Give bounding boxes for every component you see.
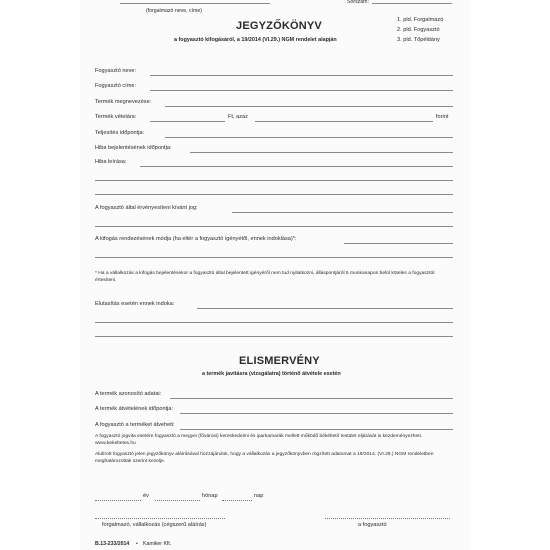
seller-label: (forgalmazó neve, címe) <box>146 8 202 14</box>
serial-line <box>372 3 452 4</box>
defect-description-field-line[interactable] <box>95 194 453 195</box>
rejection-reason-field-line[interactable] <box>95 322 453 323</box>
rejection-reason-field[interactable] <box>197 308 453 309</box>
day-label: nap <box>254 493 264 499</box>
product-id-label: A termék azonosító adatai: <box>95 391 162 397</box>
rejection-reason-label: Elutasítás esetén ennek indoka: <box>95 301 175 307</box>
defect-description-field[interactable] <box>140 166 453 167</box>
date-place-field[interactable] <box>95 500 141 501</box>
consumer-address-field[interactable] <box>150 90 453 91</box>
page-title: JEGYZŐKÖNYV <box>236 20 322 32</box>
seller-signature-label: forgalmazó, vállalkozás (cégszerű aláírás) <box>102 522 207 528</box>
fulfillment-date-label: Teljesítés időpontja: <box>95 130 145 136</box>
acknowledgement-subtitle: a termék javításra (vizsgálatra) történő átvétele esetén <box>202 371 341 377</box>
footer-separator: • <box>136 541 138 547</box>
defect-report-date-field[interactable] <box>190 152 453 153</box>
rejection-reason-field-line[interactable] <box>95 336 453 337</box>
publisher: Kamiker Kft. <box>143 541 172 547</box>
defect-description-label: Hiba leírása: <box>95 159 127 165</box>
day-field[interactable] <box>222 500 252 501</box>
consumer-signature-line[interactable] <box>325 518 450 519</box>
footnote: * Ha a vállalkozás a kifogás bejelentésekor a fogyasztó által bejelentett igényéről nem tud nyilatkozni, álláspontjáról 5 munkanapon belül köteles a fogyasztót értesíteni. <box>95 271 435 283</box>
settlement-method-label: A kifogás rendezésének módja (ha eltér a fogyasztó igényétől, ennek indoklása)*: <box>95 236 297 242</box>
price-words-field[interactable] <box>255 121 433 122</box>
page-subtitle: a fogyasztó kifogásáról, a 19/2014 (VI.29.) NGM rendelet alapján <box>174 37 337 43</box>
copy-item: 1. pld. Forgalmazó <box>397 17 444 23</box>
handover-date-label: A termék átvételének időpontja: <box>95 406 174 412</box>
claimed-right-label: A fogyasztó által érvényesíteni kívánt jog: <box>95 205 198 211</box>
seller-line <box>120 3 270 4</box>
settlement-method-field[interactable] <box>344 243 453 244</box>
price-forint-label: forint <box>436 114 449 120</box>
claimed-right-field-line[interactable] <box>95 226 453 227</box>
consent-paragraph: Alulírott fogyasztó jelen jegyzőkönyv aláírásával hozzájárulok, hogy a vállalkozás a jegyzőkönyvben rögzített adatomat a 19/2014. (VI.29.) NGM rendeletben meghatározottak szerint kezelje. <box>95 452 434 464</box>
defect-description-field-line[interactable] <box>95 180 453 181</box>
product-name-field[interactable] <box>165 106 453 107</box>
return-date-field[interactable] <box>180 429 453 430</box>
month-label: hónap <box>202 493 218 499</box>
seller-signature-line[interactable] <box>95 518 225 519</box>
copy-item: 3. pld. Tőpéldány <box>397 37 440 43</box>
fulfillment-date-field[interactable] <box>165 137 453 138</box>
month-field[interactable] <box>155 500 200 501</box>
defect-report-date-label: Hiba bejelentésének időpontja: <box>95 145 172 151</box>
product-id-field[interactable] <box>170 398 453 399</box>
form-code: B.13-233/2014 <box>95 541 130 547</box>
consumer-signature-label: a fogyasztó <box>358 522 387 528</box>
dispute-paragraph: A fogyasztó jogvita esetére fogyasztó a megyei (fővárosi) kereskedelmi és iparkamarák mellett működő békéltető testület eljárását is kezdeményezheti. www.bekeltetes.hu <box>95 434 423 446</box>
year-label: év <box>143 493 149 499</box>
product-name-label: Termék megnevezése: <box>95 99 152 105</box>
claimed-right-field[interactable] <box>232 212 453 213</box>
acknowledgement-title: ELISMERVÉNY <box>239 355 320 367</box>
serial-label: Sorszám: <box>347 0 369 5</box>
consumer-address-label: Fogyasztó címe: <box>95 83 137 89</box>
purchase-price-label: Termék vételára: <box>95 114 137 120</box>
copy-item: 2. pld. Fogyasztó <box>397 27 440 33</box>
consumer-name-field[interactable] <box>150 75 453 76</box>
price-ft-words-label: Ft, azaz <box>228 114 248 120</box>
consumer-name-label: Fogyasztó neve: <box>95 68 137 74</box>
handover-date-field[interactable] <box>180 413 453 414</box>
return-date-label: A fogyasztó a terméket átveheti: <box>95 422 175 428</box>
purchase-price-field[interactable] <box>150 121 225 122</box>
settlement-method-field-line[interactable] <box>95 257 453 258</box>
